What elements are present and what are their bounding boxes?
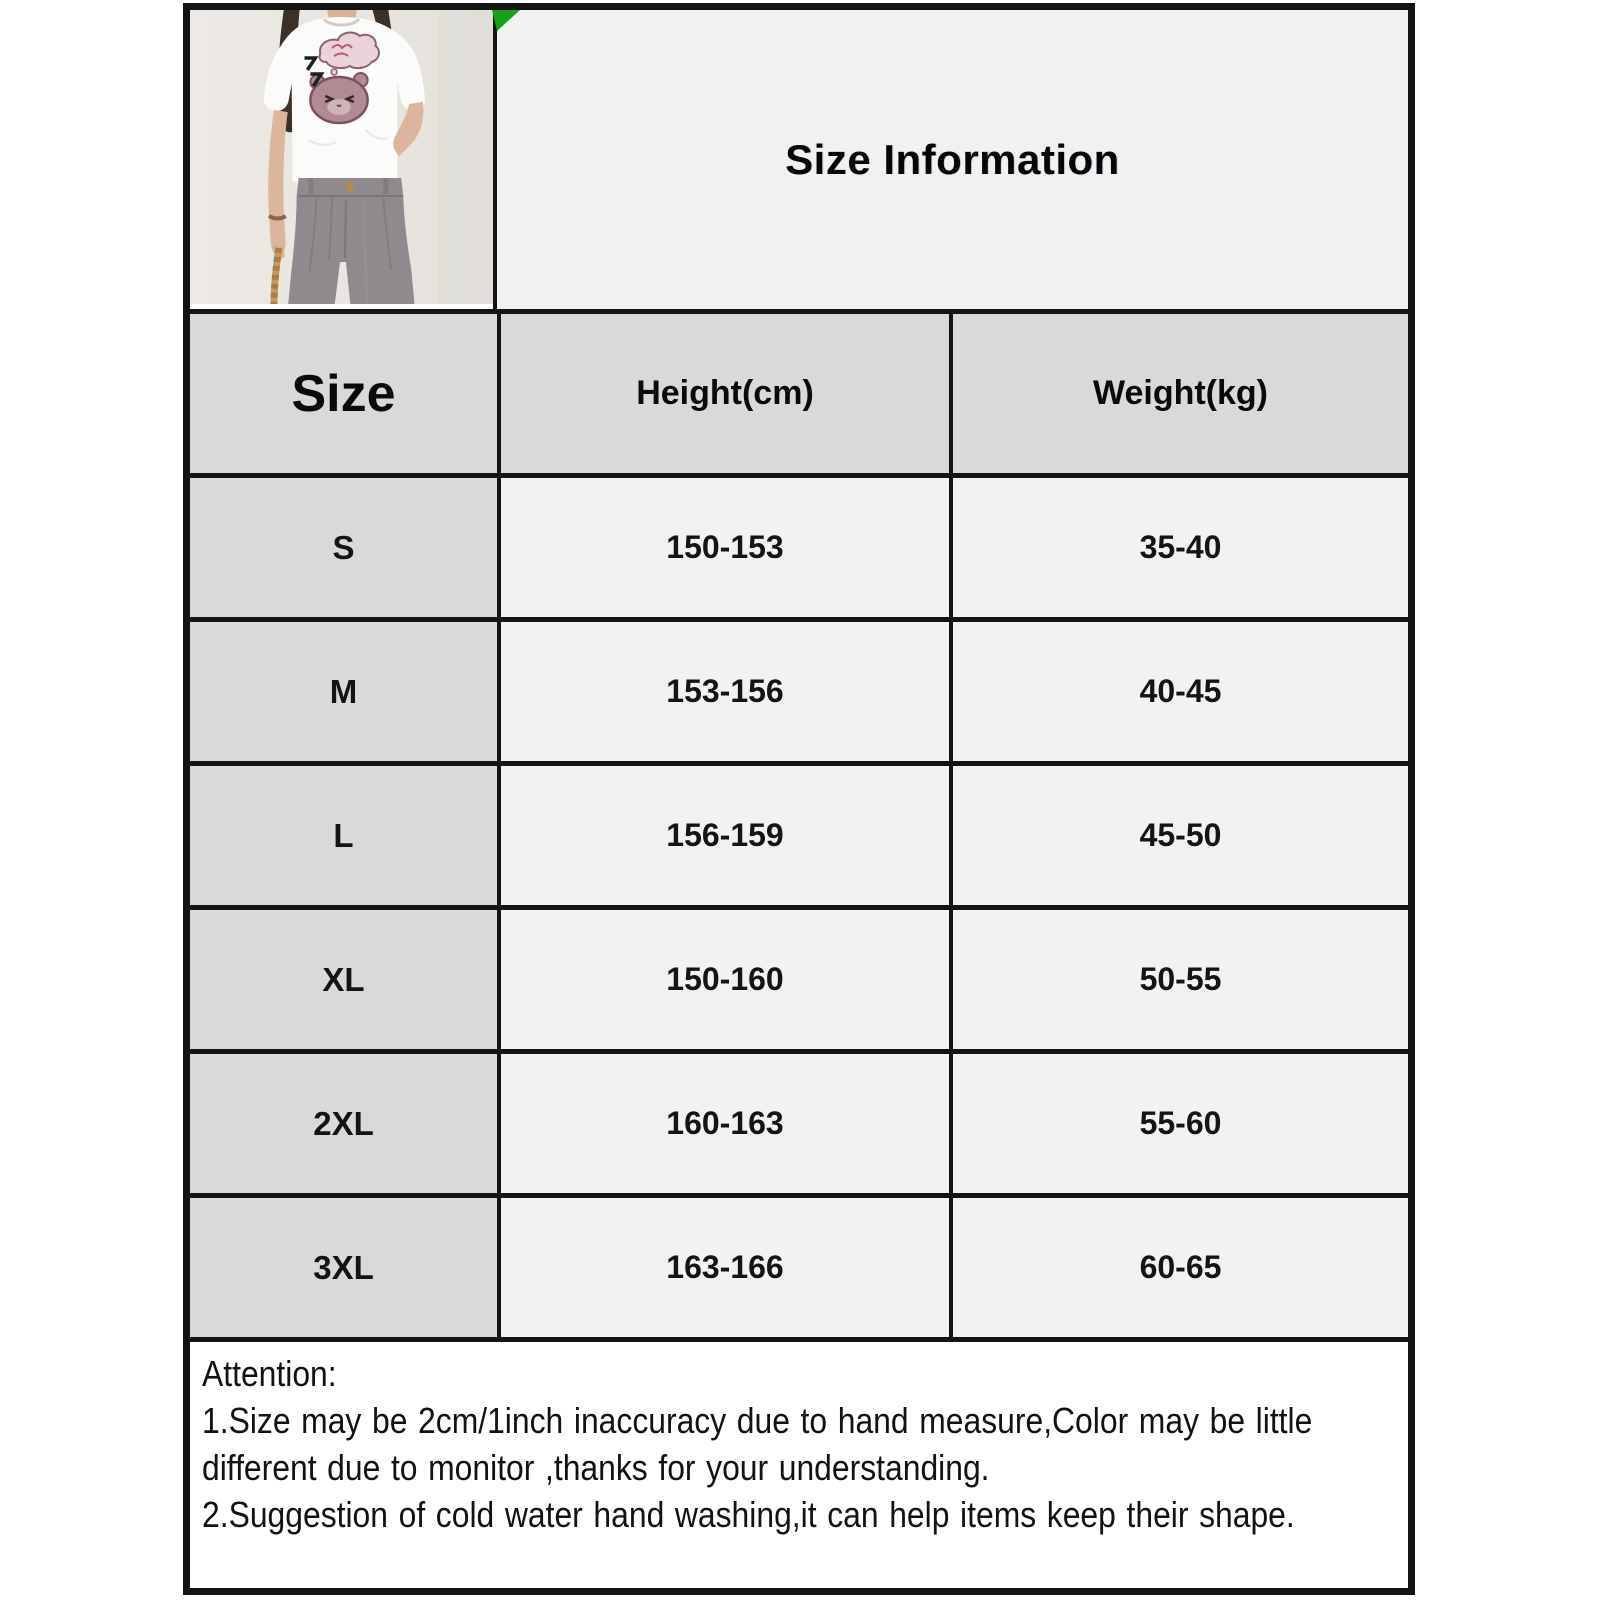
size-value: 2XL	[190, 1054, 497, 1193]
size-value: L	[190, 766, 497, 905]
height-value: 150-153	[497, 478, 949, 617]
size-value: XL	[190, 910, 497, 1049]
weight-value: 40-45	[949, 622, 1408, 761]
attention-line-3: 2.Suggestion of cold water hand washing,it can help items keep their shape.	[202, 1494, 1295, 1535]
attention-line-2: different due to monitor ,thanks for your understanding.	[202, 1447, 990, 1488]
height-value: 163-166	[497, 1198, 949, 1337]
header-size: Size	[190, 314, 497, 473]
height-value: 156-159	[497, 766, 949, 905]
header-weight: Weight(kg)	[949, 314, 1408, 473]
table-row-3xl	[190, 1193, 1408, 1337]
table-header-row	[190, 309, 1408, 473]
attention-line-1: 1.Size may be 2cm/1inch inaccuracy due to hand measure,Color may be little	[202, 1400, 1313, 1441]
weight-value: 55-60	[949, 1054, 1408, 1193]
size-value: M	[190, 622, 497, 761]
weight-value: 60-65	[949, 1198, 1408, 1337]
product-photo-illustration	[190, 10, 493, 309]
height-value: 160-163	[497, 1054, 949, 1193]
product-photo	[190, 10, 497, 309]
table-row-l	[190, 761, 1408, 905]
size-value: S	[190, 478, 497, 617]
weight-value: 45-50	[949, 766, 1408, 905]
height-value: 150-160	[497, 910, 949, 1049]
weight-value: 50-55	[949, 910, 1408, 1049]
size-value: 3XL	[190, 1198, 497, 1337]
attention-section	[190, 1337, 1408, 1588]
table-row-2xl	[190, 1049, 1408, 1193]
attention-heading: Attention:	[202, 1353, 337, 1394]
height-value: 153-156	[497, 622, 949, 761]
weight-value: 35-40	[949, 478, 1408, 617]
table-row-xl	[190, 905, 1408, 1049]
size-chart-sheet	[183, 3, 1415, 1595]
top-row	[190, 10, 1408, 309]
title-cell	[497, 10, 1408, 309]
table-row-s	[190, 473, 1408, 617]
attention-text	[202, 1350, 1408, 1538]
table-row-m	[190, 617, 1408, 761]
header-height: Height(cm)	[497, 314, 949, 473]
page-title: Size Information	[785, 135, 1120, 183]
